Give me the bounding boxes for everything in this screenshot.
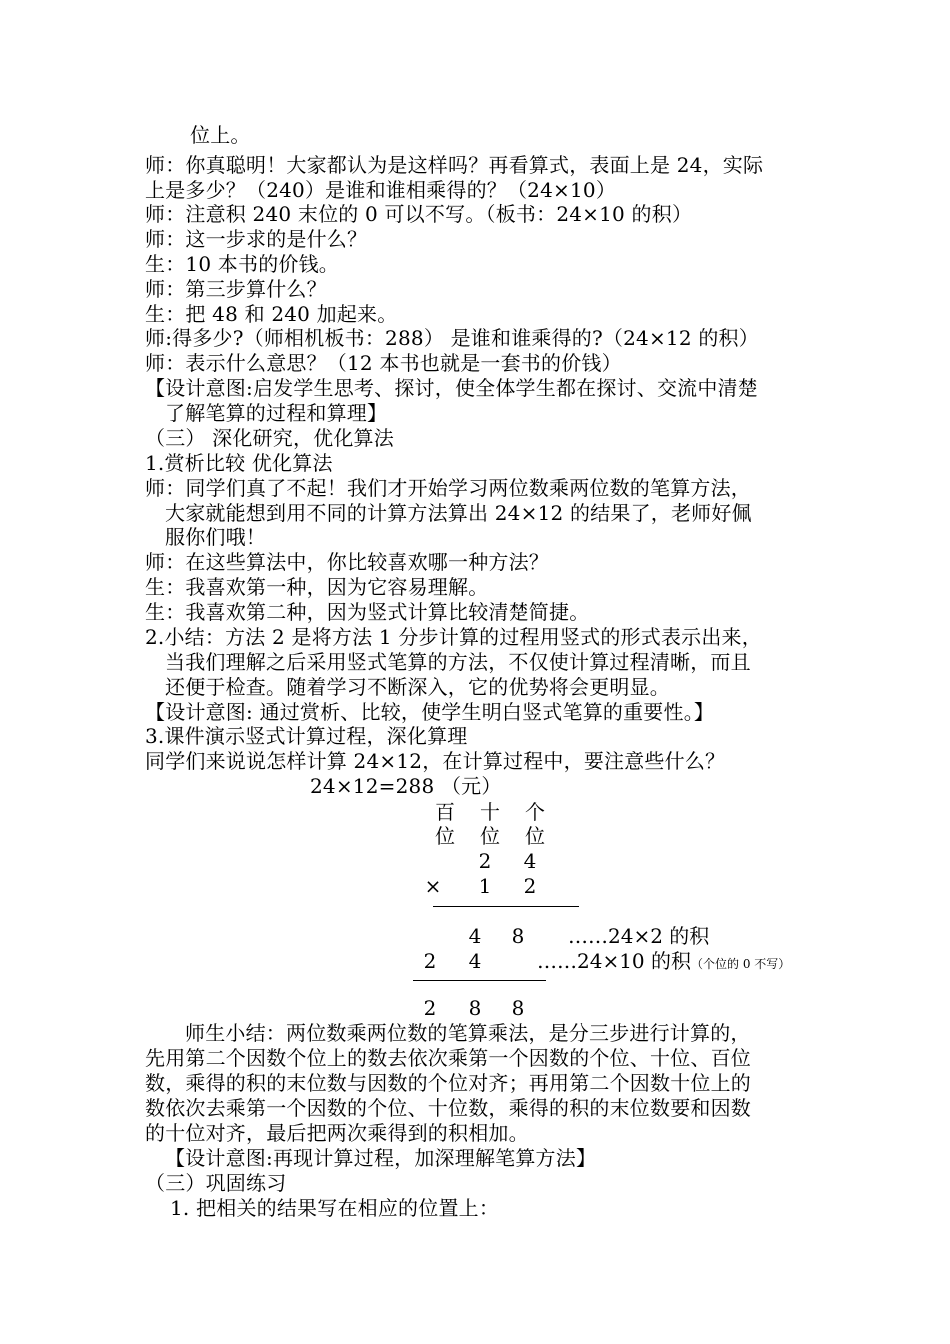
summary-line: 的十位对齐，最后把两次乘得到的积相加。: [145, 1121, 529, 1145]
text-line: 师：这一步求的是什么？: [145, 227, 368, 251]
subsection-heading: 3.课件演示竖式计算过程，深化算理: [145, 724, 468, 748]
partial-product-digit: 4: [468, 924, 482, 948]
design-intent-note: 了解笔算的过程和算理】: [165, 401, 388, 425]
partial-product-note-small: （个位的 0 不写）: [691, 957, 791, 971]
design-intent-note: 【设计意图: 通过赏析、比较，使学生明白竖式笔算的重要性。】: [145, 700, 715, 724]
multiply-sign: ×: [424, 874, 442, 898]
place-label-ones: 个: [525, 800, 545, 824]
partial-product-digit: 4: [468, 949, 482, 973]
section-heading: （三） 深化研究，优化算法: [145, 426, 394, 450]
text-line: 同学们来说说怎样计算 24×12，在计算过程中，要注意些什么？: [145, 749, 726, 773]
partial-product-note: ……24×2 的积: [568, 924, 710, 948]
calc-rule: [433, 906, 579, 907]
text-line: 2.小结：方法 2 是将方法 1 分步计算的过程用竖式的形式表示出来，: [145, 625, 762, 649]
multiplicand-digit: 4: [523, 849, 537, 873]
calc-rule: [413, 980, 546, 981]
multiplier-digit: 1: [478, 874, 492, 898]
text-line: 生：我喜欢第一种，因为它容易理解。: [145, 575, 489, 599]
result-digit: 2: [423, 996, 437, 1020]
partial-product-digit: 8: [511, 924, 525, 948]
summary-line: 数依次去乘第一个因数的个位、十位数，乘得的积的末位数要和因数: [145, 1096, 751, 1120]
equation: 24×12=288 （元）: [310, 774, 502, 798]
place-label-hundreds: 百: [435, 800, 455, 824]
text-line: 师：注意积 240 末位的 0 可以不写。（板书：24×10 的积）: [145, 202, 693, 226]
text-line: 师：同学们真了不起！我们才开始学习两位数乘两位数的笔算方法，: [145, 476, 751, 500]
text-line: 生：把 48 和 240 加起来。: [145, 302, 398, 326]
section-heading: （三）巩固练习: [145, 1171, 287, 1195]
subsection-heading: 1.赏析比较 优化算法: [145, 451, 333, 475]
exercise-item: 1. 把相关的结果写在相应的位置上：: [170, 1196, 500, 1220]
place-label-hundreds: 位: [435, 824, 455, 848]
text-line: 师：表示什么意思？（12 本书也就是一套书的价钱）: [145, 351, 622, 375]
partial-product-note: [537, 949, 790, 976]
text-line: 师:得多少?（师相机板书：288） 是谁和谁乘得的?（24×12 的积）: [145, 326, 759, 350]
text-line: 师：在这些算法中，你比较喜欢哪一种方法？: [145, 550, 549, 574]
text-line: 大家就能想到用不同的计算方法算出 24×12 的结果了，老师好佩: [165, 501, 752, 525]
summary-line: 师生小结：两位数乘两位数的笔算乘法，是分三步进行计算的，: [185, 1021, 751, 1045]
summary-line: 数，乘得的积的末位数与因数的个位对齐；再用第二个因数十位上的: [145, 1071, 751, 1095]
text-line: 服你们哦！: [165, 525, 266, 549]
place-label-ones: 位: [525, 824, 545, 848]
text-line: 当我们理解之后采用竖式笔算的方法，不仅使计算过程清晰，而且: [165, 650, 751, 674]
summary-line: 先用第二个因数个位上的数去依次乘第一个因数的个位、十位、百位: [145, 1046, 751, 1070]
multiplier-digit: 2: [523, 874, 537, 898]
multiplicand-digit: 2: [478, 849, 492, 873]
text-line: 位上。: [190, 123, 251, 147]
partial-product-digit: 2: [423, 949, 437, 973]
partial-product-note-text: ……24×10 的积: [537, 949, 692, 973]
text-line: 师：你真聪明！大家都认为是这样吗？再看算式，表面上是 24，实际: [145, 153, 764, 177]
place-label-tens: 十: [480, 800, 500, 824]
text-line: 师：第三步算什么？: [145, 277, 327, 301]
text-line: 生：10 本书的价钱。: [145, 252, 340, 276]
result-digit: 8: [468, 996, 482, 1020]
text-line: 还便于检查。随着学习不断深入，它的优势将会更明显。: [165, 675, 670, 699]
place-label-tens: 位: [480, 824, 500, 848]
design-intent-note: 【设计意图:启发学生思考、探讨，使全体学生都在探讨、交流中清楚: [145, 376, 758, 400]
text-line: 上是多少？（240）是谁和谁相乘得的？（24×10）: [145, 178, 617, 202]
result-digit: 8: [511, 996, 525, 1020]
design-intent-note: 【设计意图:再现计算过程，加深理解笔算方法】: [165, 1146, 597, 1170]
text-line: 生：我喜欢第二种，因为竖式计算比较清楚简捷。: [145, 600, 590, 624]
